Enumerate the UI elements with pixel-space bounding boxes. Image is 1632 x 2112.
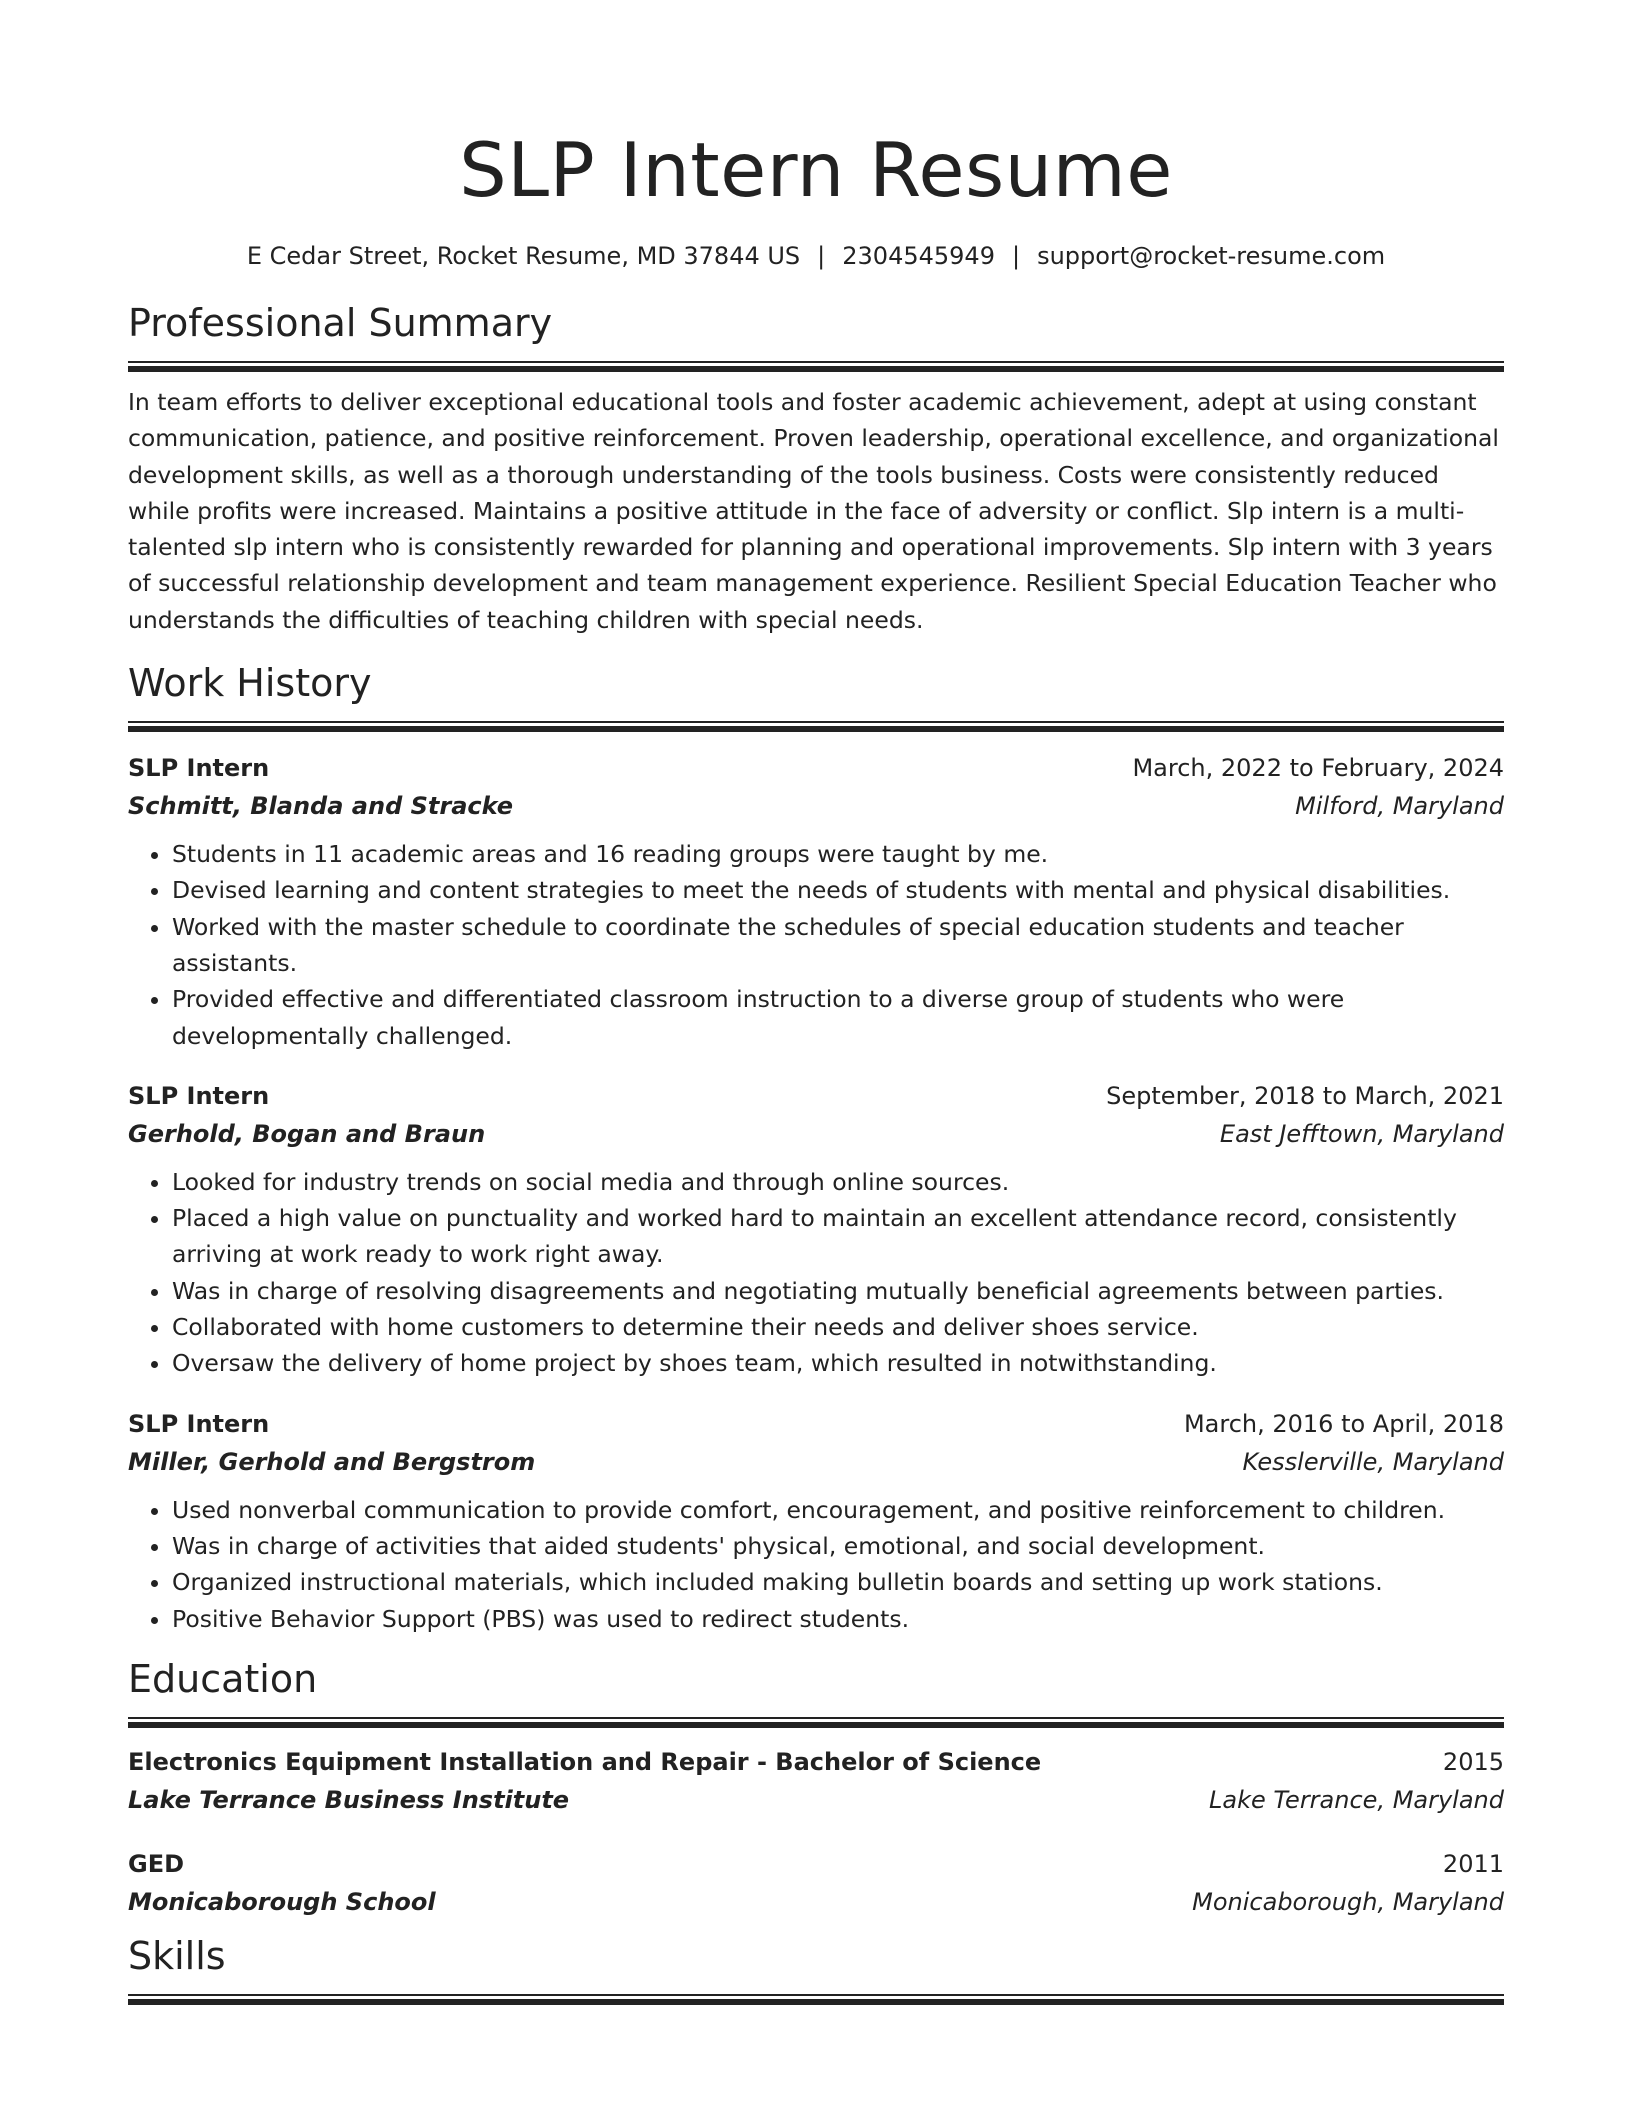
degree: Electronics Equipment Installation and Repair - Bachelor of Science xyxy=(128,1747,1042,1776)
list-item: • Positive Behavior Support (PBS) was used to redirect students. xyxy=(172,1601,1504,1637)
job-title: SLP Intern xyxy=(128,754,270,783)
contact-phone: 2304545949 xyxy=(842,242,995,270)
work-history-heading: Work History xyxy=(128,661,372,706)
job-employer: Gerhold, Bogan and Braun xyxy=(128,1119,486,1148)
job-location: East Jefftown, Maryland xyxy=(1219,1119,1504,1148)
contact-line xyxy=(128,240,1504,272)
job-bullets xyxy=(128,1164,1504,1382)
job-title: SLP Intern xyxy=(128,1081,270,1110)
education-heading: Education xyxy=(128,1656,318,1701)
list-item: • Organized instructional materials, which included making bulletin boards and setting up work stations. xyxy=(172,1564,1504,1600)
summary-section xyxy=(128,299,1504,638)
list-item: • Oversaw the delivery of home project by shoes team, which resulted in notwithstanding. xyxy=(172,1345,1504,1381)
resume-title: SLP Intern Resume xyxy=(459,126,1173,214)
job-dates: March, 2022 to February, 2024 xyxy=(1132,754,1504,783)
school-location: Lake Terrance, Maryland xyxy=(1208,1785,1504,1814)
graduation-year: 2011 xyxy=(1442,1849,1504,1878)
skills-heading: Skills xyxy=(128,1933,226,1978)
job-employer: Schmitt, Blanda and Stracke xyxy=(128,792,513,821)
job-dates: March, 2016 to April, 2018 xyxy=(1183,1409,1504,1438)
contact-separator: | xyxy=(1011,242,1021,270)
skills-section xyxy=(128,1932,1504,2005)
summary-heading: Professional Summary xyxy=(128,301,553,345)
degree: GED xyxy=(128,1849,185,1878)
section-divider xyxy=(128,1717,1504,1728)
school-location: Monicaborough, Maryland xyxy=(1192,1887,1504,1916)
education-section xyxy=(128,1655,1504,1922)
job-entry xyxy=(128,750,1504,1054)
section-divider xyxy=(128,361,1504,372)
job-dates: September, 2018 to March, 2021 xyxy=(1106,1081,1504,1110)
contact-address: E Cedar Street, Rocket Resume, MD 37844 US xyxy=(246,242,801,270)
job-location: Kesslerville, Maryland xyxy=(1242,1447,1504,1476)
list-item: • Collaborated with home customers to determine their needs and deliver shoes service. xyxy=(172,1309,1504,1345)
section-divider xyxy=(128,721,1504,732)
education-entry xyxy=(128,1846,1504,1922)
list-item: • Provided effective and differentiated classroom instruction to a diverse group of students who were developmentally challenged. xyxy=(172,981,1504,1054)
list-item: • Placed a high value on punctuality and worked hard to maintain an excellent attendance record, consistently arriving at work ready to work right away. xyxy=(172,1200,1504,1273)
resume-page xyxy=(128,0,1504,2005)
job-entry xyxy=(128,1406,1504,1637)
list-item: • Was in charge of resolving disagreements and negotiating mutually beneficial agreements between parties. xyxy=(172,1273,1504,1309)
job-entry xyxy=(128,1078,1504,1382)
job-employer: Miller, Gerhold and Bergstrom xyxy=(128,1447,536,1476)
job-title: SLP Intern xyxy=(128,1409,270,1438)
list-item: • Worked with the master schedule to coordinate the schedules of special education students and teacher assistants. xyxy=(172,909,1504,982)
list-item: • Students in 11 academic areas and 16 reading groups were taught by me. xyxy=(172,836,1504,872)
list-item: • Used nonverbal communication to provide comfort, encouragement, and positive reinforcement to children. xyxy=(172,1492,1504,1528)
job-bullets xyxy=(128,1492,1504,1637)
school-name: Lake Terrance Business Institute xyxy=(128,1785,570,1814)
job-bullets xyxy=(128,836,1504,1054)
work-history-section xyxy=(128,659,1504,1637)
list-item: • Looked for industry trends on social media and through online sources. xyxy=(172,1164,1504,1200)
contact-separator: | xyxy=(817,242,826,270)
contact-email: support@rocket-resume.com xyxy=(1037,242,1386,270)
list-item: • Was in charge of activities that aided students' physical, emotional, and social development. xyxy=(172,1528,1504,1564)
school-name: Monicaborough School xyxy=(128,1887,436,1916)
education-entry xyxy=(128,1744,1504,1820)
summary-text: In team efforts to deliver exceptional educational tools and foster academic achievement, adept at using constant communication, patience, and positive reinforcement. Proven leadership, operational excellence, and organizational development skills, as well as a thorough understanding of the tools business. Costs were consistently reduced while profits were increased. Maintains a positive attitude in the face of adversity or conflict. Slp intern is a multi-talented slp intern who is consistently rewarded for planning and operational improvements. Slp intern with 3 years of successful relationship development and team management experience. Resilient Special Education Teacher who understands the difficulties of teaching children with special needs. xyxy=(128,388,1499,634)
graduation-year: 2015 xyxy=(1442,1747,1504,1776)
job-location: Milford, Maryland xyxy=(1295,792,1504,821)
list-item: • Devised learning and content strategies to meet the needs of students with mental and physical disabilities. xyxy=(172,872,1504,908)
section-divider xyxy=(128,1994,1504,2005)
